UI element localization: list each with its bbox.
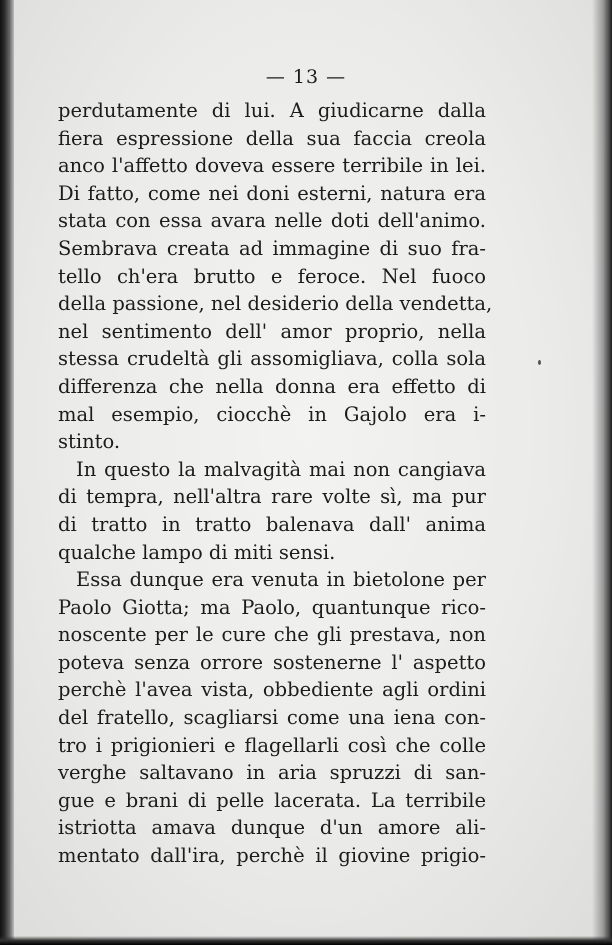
text-line: stessa crudeltà gli assomigliava, colla sola — [58, 347, 486, 371]
page-number: — 13 — — [265, 66, 347, 88]
text-line: stinto. — [58, 430, 121, 454]
text-line: Sembrava creata ad immagine di suo fra- — [58, 236, 486, 260]
paper-speck — [538, 360, 541, 365]
text-line: Essa dunque era venuta in bietolone per — [76, 568, 486, 592]
text-line: tello ch'era brutto e feroce. Nel fuoco — [58, 264, 486, 288]
text-line: gue e brani di pelle lacerata. La terribile — [58, 788, 486, 812]
body-text — [58, 97, 493, 870]
text-line: perchè l'avea vista, obbediente agli ordini — [58, 678, 486, 702]
text-line: stata con essa avara nelle doti dell'animo. — [58, 209, 486, 233]
text-line: di tempra, nell'altra rare volte sì, ma pur — [58, 485, 486, 509]
text-line: poteva senza orrore sostenerne l' aspetto — [58, 650, 486, 674]
text-line: mentato dall'ira, perchè il giovine prigio- — [58, 844, 486, 868]
text-line: verghe saltavano in aria spruzzi di san- — [58, 761, 486, 785]
text-line: Di fatto, come nei doni esterni, natura era — [58, 181, 486, 205]
text-line: In questo la malvagità mai non cangiava — [76, 457, 486, 481]
text-line: del fratello, scagliarsi come una iena con- — [58, 706, 486, 730]
text-line: mal esempio, ciocchè in Gajolo era i- — [58, 402, 486, 426]
text-line: anco l'affetto doveva essere terribile in lei. — [58, 154, 486, 178]
text-line: fiera espressione della sua faccia creola — [58, 126, 486, 150]
page-bottom-edge — [0, 936, 612, 945]
text-line: istriotta amava dunque d'un amore ali- — [58, 816, 486, 840]
text-line: differenza che nella donna era effetto di — [58, 374, 486, 398]
text-line: nel sentimento dell' amor proprio, nella — [58, 319, 486, 343]
text-line: della passione, nel desiderio della vendetta, — [58, 292, 493, 316]
text-line: qualche lampo di miti sensi. — [58, 540, 336, 564]
page-binding-shadow — [0, 0, 14, 945]
text-line: di tratto in tratto balenava dall' anima — [58, 512, 486, 536]
text-line: perdutamente di lui. A giudicarne dalla — [58, 99, 486, 122]
text-line: noscente per le cure che gli prestava, non — [58, 623, 486, 647]
text-line: Paolo Giotta; ma Paolo, quantunque rico- — [58, 595, 486, 619]
text-line: tro i prigionieri e flagellarli così che colle — [58, 733, 486, 757]
page-edge-shadow — [592, 0, 612, 945]
